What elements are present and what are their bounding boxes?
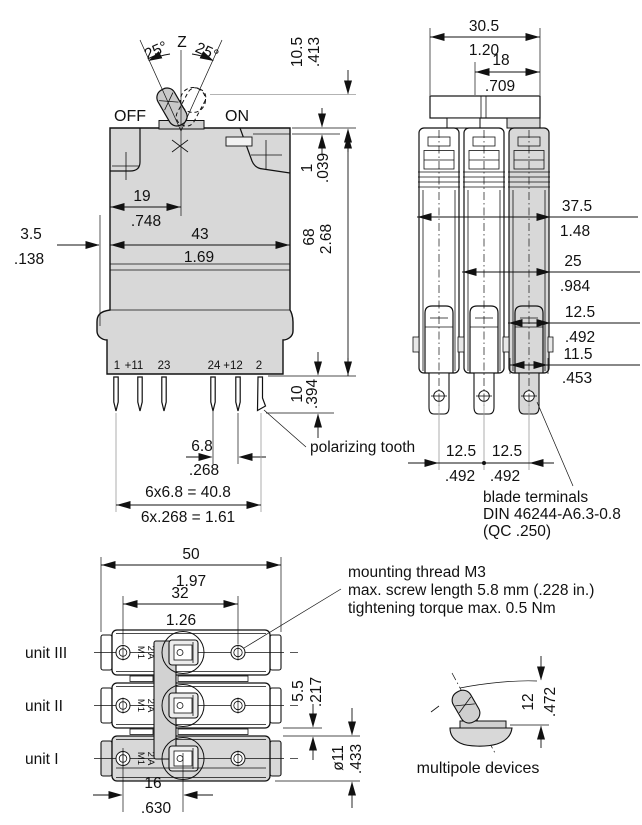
blade-note-line1: blade terminals — [483, 489, 589, 506]
on-label: ON — [225, 108, 249, 125]
angle-right-label: 25° — [192, 39, 222, 65]
dim-pin-pitch — [186, 410, 266, 479]
pin — [114, 377, 118, 411]
axis-z-label: Z — [177, 34, 187, 51]
pin-label-24: 24 — [207, 360, 221, 372]
side-unit-2 — [463, 128, 505, 414]
dim-o11-inch: .433 — [348, 743, 365, 775]
unit-ii-label: unit II — [25, 698, 63, 715]
dim-10-5-inch: .413 — [306, 36, 323, 68]
polarizing-tooth — [258, 377, 266, 411]
mounting-leader — [244, 589, 341, 648]
dim-32-inch: 1.26 — [165, 612, 197, 629]
dim-18-mm: 18 — [492, 52, 510, 69]
angle-left-label: 25° — [141, 38, 171, 64]
pin-label-2: 2 — [255, 360, 263, 372]
dim-25-mm: 25 — [564, 253, 582, 270]
pin — [236, 377, 240, 411]
dim-16-mm: 16 — [144, 775, 162, 792]
dim-32-mm: 32 — [171, 585, 189, 602]
dim-diameter-11 — [275, 708, 365, 808]
dim-10-5-mm: 10.5 — [289, 36, 306, 68]
pin-label-1: 1 — [113, 360, 121, 372]
dim-30-5-mm: 30.5 — [468, 18, 500, 35]
dim-12-5-inch: .492 — [564, 329, 596, 346]
side-unit-3 — [508, 128, 550, 414]
pin-label-23: 23 — [157, 360, 171, 372]
dim-43-mm: 43 — [191, 226, 209, 243]
dim-pitch-right-inch: .492 — [489, 468, 521, 485]
marking-m1: M1 — [135, 645, 146, 660]
pin — [138, 377, 142, 411]
front-view — [14, 34, 415, 526]
marking-2a: 2 A — [145, 751, 156, 766]
dim-1-mm: 1 — [299, 163, 316, 173]
toggle-bat-1 — [169, 746, 198, 771]
dim-span-mm: 6x6.8 = 40.8 — [145, 484, 231, 501]
marking-2a: 2 A — [145, 645, 156, 660]
dim-6-8-mm: 6.8 — [191, 438, 213, 455]
dim-3-5-inch: .138 — [13, 251, 45, 268]
mounting-note-line3: tightening torque max. 0.5 Nm — [348, 600, 556, 617]
dim-3-5-mm: 3.5 — [20, 226, 42, 243]
dim-25-inch: .984 — [559, 278, 591, 295]
blade-note-line2: DIN 46244-A6.3-0.8 — [483, 506, 621, 523]
dim-pitch-left-mm: 12.5 — [445, 443, 477, 460]
dim-5-5-mm: 5.5 — [290, 680, 307, 702]
toggle-block — [430, 96, 540, 118]
dim-19-inch: .748 — [130, 213, 162, 230]
polarizing-tooth-label: polarizing tooth — [310, 439, 416, 456]
dim-10-inch: .394 — [304, 378, 321, 410]
dim-68-mm: 68 — [301, 228, 318, 246]
latch-window — [226, 137, 252, 146]
pin — [211, 377, 215, 411]
dim-43-inch: 1.69 — [183, 249, 215, 266]
dim-12-mm: 12 — [520, 693, 537, 711]
off-label: OFF — [114, 108, 146, 125]
dim-50-inch: 1.97 — [175, 573, 207, 590]
dim-1-inch: .039 — [315, 152, 332, 184]
dim-30-5-inch: 1.20 — [468, 42, 500, 59]
toggle-bat-2 — [169, 693, 198, 718]
dim-18-inch: .709 — [484, 78, 516, 95]
unit-i-label: unit I — [25, 751, 59, 768]
mounting-note-line2: max. screw length 5.8 mm (.228 in.) — [348, 582, 595, 599]
marking-2a: 2 A — [145, 698, 156, 713]
pin-label-12: +12 — [223, 360, 243, 372]
pin-label-11: +11 — [124, 360, 144, 372]
dim-6-8-inch: .268 — [188, 462, 220, 479]
dim-12-5-mm: 12.5 — [564, 304, 596, 321]
dim-11-5-mm: 11.5 — [563, 346, 593, 363]
toggle-bat-3 — [169, 640, 198, 665]
dim-5-5-inch: .217 — [308, 676, 325, 708]
pin — [162, 377, 166, 411]
dim-11-5-inch: .453 — [561, 370, 593, 387]
marking-m1: M1 — [135, 751, 146, 766]
dim-12-inch: .472 — [542, 686, 559, 718]
multipole-label: multipole devices — [416, 760, 540, 777]
dim-pitch-left-inch: .492 — [444, 468, 476, 485]
dim-37-5-mm: 37.5 — [561, 198, 593, 215]
dim-19-mm: 19 — [133, 188, 151, 205]
dim-10-mm: 10 — [289, 385, 306, 403]
multipole-view — [417, 656, 559, 777]
side-view — [408, 18, 640, 540]
multipole-lever — [449, 687, 483, 726]
dim-68-inch: 2.68 — [318, 223, 335, 255]
marking-m1: M1 — [135, 698, 146, 713]
dim-span-inch: 6x.268 = 1.61 — [140, 509, 236, 526]
dim-pitch-right-mm: 12.5 — [491, 443, 523, 460]
blade-leader — [537, 402, 573, 486]
toggle-lever-on-head — [181, 88, 206, 113]
multipole-base — [450, 728, 512, 746]
dim-16-inch: .630 — [140, 800, 172, 817]
dim-50-mm: 50 — [182, 546, 200, 563]
unit-iii-label: unit III — [25, 645, 68, 662]
polarizing-leader — [264, 410, 306, 447]
dim-37-5-inch: 1.48 — [559, 223, 591, 240]
dim-o11-mm: ø11 — [330, 745, 347, 771]
side-unit-1 — [418, 128, 460, 414]
mounting-note-line1: mounting thread M3 — [348, 564, 486, 581]
blade-note-line3: (QC .250) — [483, 523, 552, 540]
